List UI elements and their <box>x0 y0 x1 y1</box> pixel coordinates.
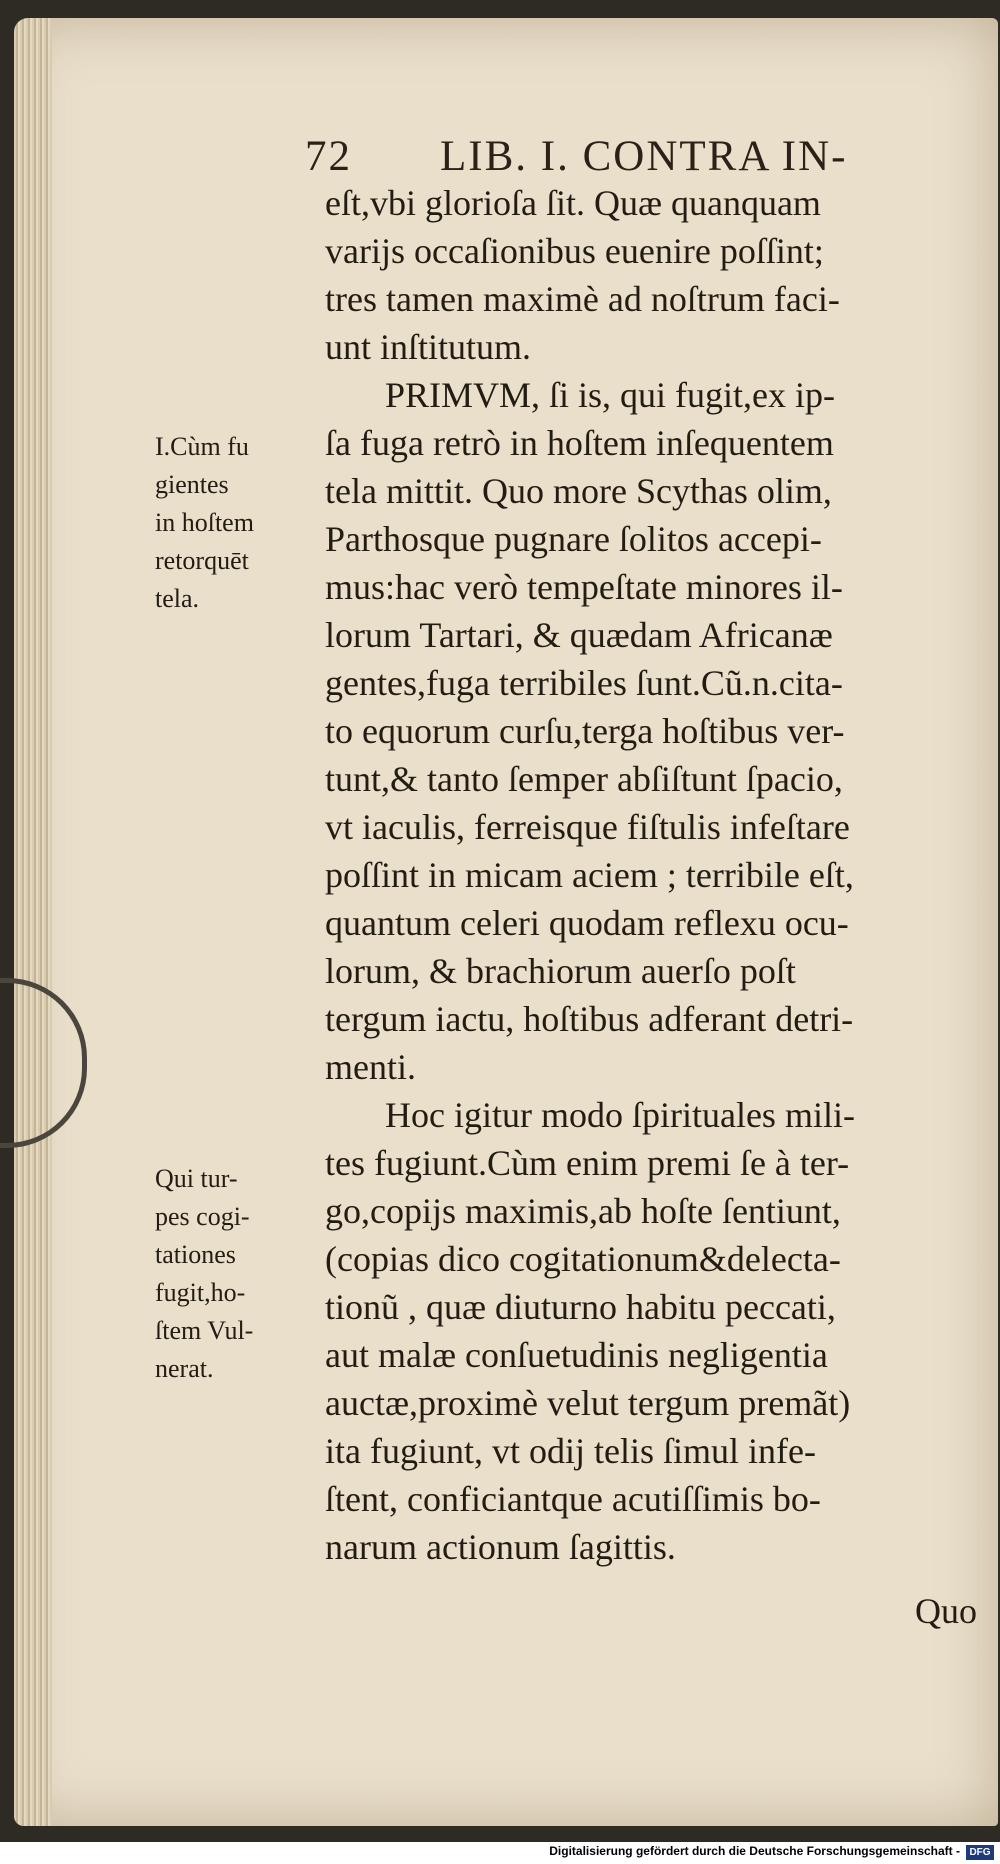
margin-note-line: in hoſtem <box>155 508 254 537</box>
margin-note-line: ſtem Vul- <box>155 1316 254 1345</box>
text-line: ſtent, conficiantque acutiſſimis bo- <box>325 1479 821 1519</box>
text-line: auctæ,proximè velut tergum premãt) <box>325 1383 851 1423</box>
footer-credit: Digitalisierung gefördert durch die Deutsche Forschungsgemeinschaft - <box>549 1844 960 1858</box>
margin-note-line: I.Cùm fu <box>155 432 249 461</box>
margin-note-line: gientes <box>155 470 229 499</box>
catchword: Quo <box>915 1591 977 1631</box>
margin-note-line: nerat. <box>155 1354 214 1383</box>
margin-note-line: pes cogi- <box>155 1202 250 1231</box>
page-number: 72 <box>305 133 352 180</box>
digitization-footer <box>0 1842 1000 1864</box>
running-title: LIB. I. CONTRA IN- <box>440 133 848 180</box>
text-line: to equorum curſu,terga hoſtibus ver- <box>325 711 845 751</box>
text-line: varijs occaſionibus euenire poſſint; <box>325 231 824 271</box>
text-line: menti. <box>325 1047 416 1087</box>
text-line: ſa fuga retrò in hoſtem inſequentem <box>325 423 834 463</box>
dfg-logo: DFG <box>966 1845 994 1860</box>
text-line: lorum Tartari, & quædam Africanæ <box>325 615 833 655</box>
text-line: tionũ , quæ diuturno habitu peccati, <box>325 1287 836 1327</box>
text-line: vt iaculis, ferreisque fiſtulis infeſtare <box>325 807 850 847</box>
text-line: unt inſtitutum. <box>325 327 532 367</box>
text-line: aut malæ conſuetudinis negligentia <box>325 1335 828 1375</box>
text-line: Parthosque pugnare ſolitos accepi- <box>325 519 822 559</box>
margin-note-line: tationes <box>155 1240 236 1269</box>
text-line: quantum celeri quodam reflexu ocu- <box>325 903 849 943</box>
text-line: (copias dico cogitationum&delecta- <box>325 1239 841 1279</box>
text-line: ita fugiunt, vt odij telis ſimul infe- <box>325 1431 816 1471</box>
margin-note-line: fugit,ho- <box>155 1278 246 1307</box>
text-line: tes fugiunt.Cùm enim premi ſe à ter- <box>325 1143 850 1183</box>
text-line: tergum iactu, hoſtibus adferant detri- <box>325 999 854 1039</box>
text-line: poſſint in micam aciem ; terribile eſt, <box>325 855 854 895</box>
text-line: gentes,fuga terribiles ſunt.Cũ.n.cita- <box>325 663 843 703</box>
text-line: eſt,vbi glorioſa ſit. Quæ quanquam <box>325 183 821 223</box>
book-clip <box>0 978 87 1148</box>
text-line: tres tamen maximè ad noſtrum faci- <box>325 279 840 319</box>
text-line: tunt,& tanto ſemper abſiſtunt ſpacio, <box>325 759 843 799</box>
text-line: lorum, & brachiorum auerſo poſt <box>325 951 796 991</box>
margin-note-line: retorquēt <box>155 546 249 575</box>
margin-note-line: tela. <box>155 584 200 613</box>
page-gutter <box>14 18 52 1826</box>
text-line: go,copijs maximis,ab hoſte ſentiunt, <box>325 1191 841 1231</box>
text-line: tela mittit. Quo more Scythas olim, <box>325 471 832 511</box>
text-line: PRIMVM, ſi is, qui fugit,ex ip- <box>385 375 836 415</box>
margin-note-line: Qui tur- <box>155 1164 238 1193</box>
text-line: Hoc igitur modo ſpirituales mili- <box>385 1095 855 1135</box>
text-line: mus:hac verò tempeſtate minores il- <box>325 567 843 607</box>
page-header <box>305 132 925 180</box>
text-line: narum actionum ſagittis. <box>325 1527 676 1567</box>
